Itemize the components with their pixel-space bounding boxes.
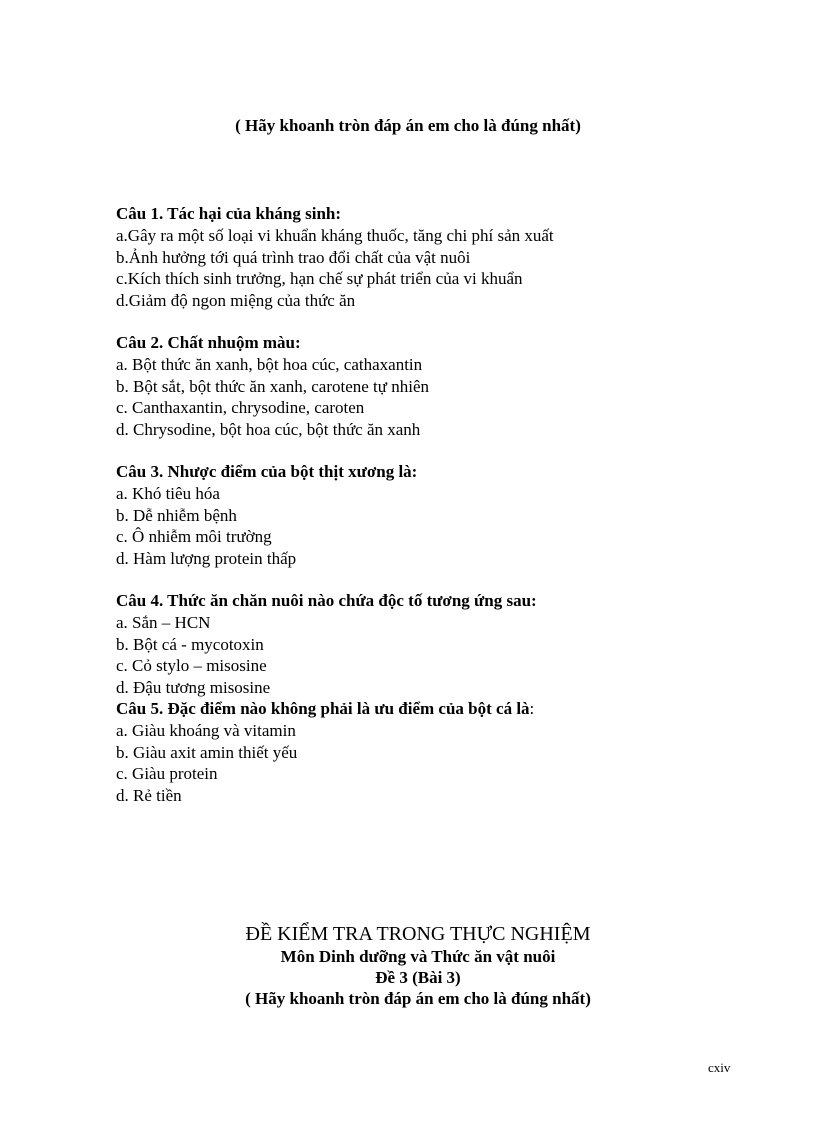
question-title [116, 698, 756, 720]
answer-option-a: a. Bột thức ăn xanh, bột hoa cúc, cathaxantin [116, 355, 423, 374]
answer-option-b: b. Bột cá - mycotoxin [116, 634, 264, 654]
answer-option-d: d. Đậu tương misosine [116, 677, 271, 697]
answer-option-c: c.Kích thích sinh trưởng, hạn chế sự phát triển của vi khuẩn [116, 269, 523, 288]
answer-option-b: b. Bột sắt, bột thức ăn xanh, carotene tự nhiên [116, 376, 430, 396]
answer-option-c: c. Giàu protein [116, 764, 218, 783]
exam-header [0, 922, 816, 1010]
question-title: Câu 4. Thức ăn chăn nuôi nào chứa độc tố tương ứng sau: [116, 591, 537, 610]
answer-option-a: a. Giàu khoáng và vitamin [116, 721, 296, 740]
question-title-colon: : [529, 699, 535, 718]
question-title: Câu 2. Chất nhuộm màu: [116, 333, 301, 352]
answer-option-b: b.Ảnh hưởng tới quá trình trao đổi chất của vật nuôi [116, 247, 471, 267]
answer-option-d: d. Chrysodine, bột hoa cúc, bột thức ăn xanh [116, 419, 421, 439]
top-instruction: ( Hãy khoanh tròn đáp án em cho là đúng nhất) [235, 116, 581, 135]
question-list [116, 203, 756, 827]
page-number: cxiv [708, 1060, 731, 1075]
question-4 [116, 590, 756, 698]
exam-subject: Môn Dinh dưỡng và Thức ăn vật nuôi [280, 947, 556, 966]
question-title: Câu 1. Tác hại của kháng sinh: [116, 204, 342, 223]
question-1 [116, 203, 756, 311]
answer-option-d: d.Giảm độ ngon miệng của thức ăn [116, 290, 356, 310]
answer-option-c: c. Cỏ stylo – misosine [116, 656, 267, 675]
exam-number: Đề 3 (Bài 3) [375, 968, 461, 987]
question-3 [116, 461, 756, 569]
answer-option-a: a. Khó tiêu hóa [116, 484, 220, 503]
answer-option-b: b. Dễ nhiễm bệnh [116, 505, 237, 525]
answer-option-a: a. Sắn – HCN [116, 613, 211, 632]
question-5 [116, 698, 756, 806]
answer-option-b: b. Giàu axit amin thiết yếu [116, 742, 298, 762]
answer-option-c: c. Ô nhiễm môi trường [116, 527, 272, 546]
answer-option-d: d. Rẻ tiền [116, 785, 182, 805]
question-2 [116, 332, 756, 440]
answer-option-c: c. Canthaxantin, chrysodine, caroten [116, 398, 365, 417]
answer-option-d: d. Hàm lượng protein thấp [116, 548, 297, 568]
question-title: Câu 3. Nhược điểm của bột thịt xương là: [116, 462, 418, 481]
exam-title: ĐỀ KIỂM TRA TRONG THỰC NGHIỆM [245, 923, 591, 945]
answer-option-a: a.Gây ra một số loại vi khuẩn kháng thuốc, tăng chi phí sản xuất [116, 226, 554, 245]
exam-instruction: ( Hãy khoanh tròn đáp án em cho là đúng nhất) [245, 989, 591, 1008]
question-title-text: Câu 5. Đặc điểm nào không phải là ưu điểm của bột cá là [116, 699, 530, 718]
